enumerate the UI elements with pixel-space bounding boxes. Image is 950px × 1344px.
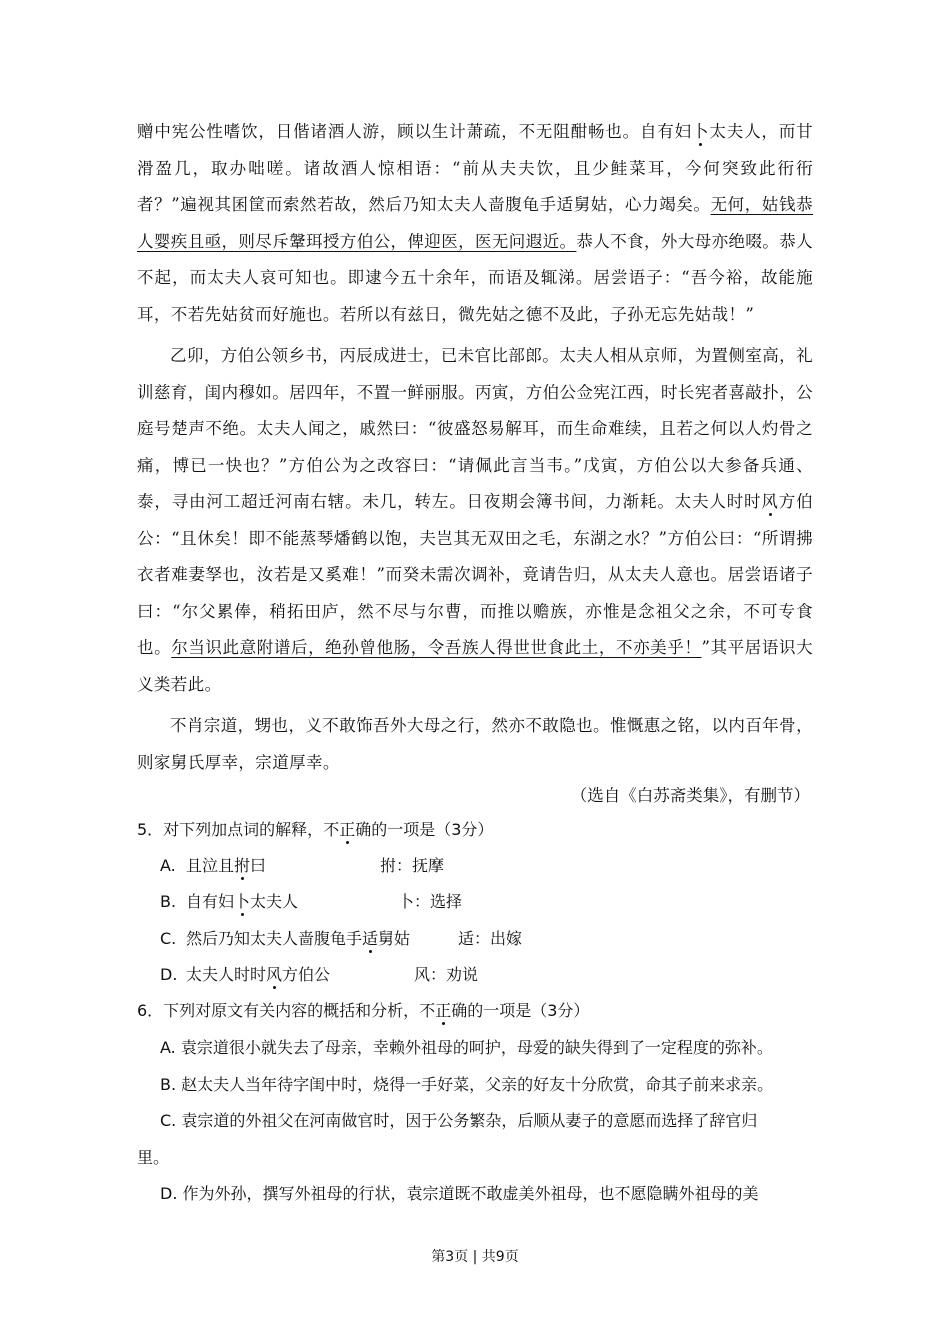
stem-text: 5．对下列加点词的解释，: [137, 820, 324, 839]
question-6-option-c-continuation: 里。: [137, 1148, 170, 1167]
dotted-word: 卜: [234, 892, 251, 911]
text-run: 太夫人，而甘滑盈几，取办咄嗟。诸故酒人惊相语：“前从夫夫饮，且少鲑菜耳，今何突致此衎衎者？”遍视其囷筐而索然若故，然后乃知太夫人啬腹龟手适舅姑，心力竭矣。: [137, 122, 813, 214]
text-run: 方伯公：“且休矣！即不能蒸琴燔鹤以饱，夫岂其无双田之毛，东湖之水？”方伯公曰：“所谓拂衣者难妻孥也，汝若是又奚难！”而癸未需次调补，竟请告归，从太夫人意也。居尝语诸子曰：“尔父累俸，稍拓田庐，然不尽与尔曹，而推以赡族，亦惟是念祖父之余，不可专食也。: [137, 492, 813, 657]
text-run: 赠中宪公性嗜饮，日偕诸酒人游，顾以生计萧疏，不无阻酣畅也。自有妇: [137, 122, 693, 141]
option-letter: B.: [160, 892, 177, 911]
option-text: 赵太夫人当年待字闺中时，烧得一手好菜，父亲的好友十分欣赏，命其子前来求亲。: [181, 1075, 774, 1094]
option-text: 袁宗道的外祖父在河南做官时，因于公务繁杂，后顺从妻子的意愿而选择了辞官归: [181, 1111, 758, 1130]
dotted-word: 拊: [234, 856, 251, 875]
source-citation: （选自《白苏斋类集》，有删节）: [570, 786, 810, 805]
option-letter: D.: [160, 965, 178, 984]
dotted-word: 风: [266, 965, 283, 984]
question-6-option-a[interactable]: [160, 1030, 813, 1066]
option-gloss: 风：劝说: [414, 965, 479, 984]
option-letter: A.: [160, 856, 176, 875]
text-run: 乙卯，方伯公领乡书，丙辰成进士，已未官比部郎。太夫人相从京师，为置侧室高，礼训慈育，闺内穆如。居四年，不置一鲜丽服。丙寅，方伯公佥宪江西，时长宪者喜敲扑，公庭号楚声不绝。太夫人闻之，戚然曰：“彼盛怒易解耳，而生命难续，且若之何以人灼骨之痛，博已一快也？”方伯公为之改容曰：“请佩此言当韦。”戊寅，方伯公以大参备兵通、泰，寻由河工超迁河南右辖。未几，转左。日夜期会簿书间，力渐耗。太夫人时时: [137, 346, 813, 511]
option-letter: C.: [160, 1111, 177, 1130]
question-5-option-a[interactable]: [160, 854, 445, 878]
dotted-word: 不正确: [419, 1001, 468, 1020]
underlined-sentence: 尔当识此意附谱后，绝孙曾他肠，令吾族人得世世食此土，不亦美乎！: [171, 638, 702, 657]
question-6-option-b[interactable]: [160, 1067, 813, 1103]
question-6-option-c[interactable]: [160, 1103, 813, 1139]
dotted-word: 风: [761, 492, 779, 511]
option-text: 方伯公: [282, 965, 331, 984]
passage-paragraph-2: [137, 338, 813, 703]
question-6-option-d[interactable]: [160, 1176, 813, 1212]
underlined-sentence: 无何，姑钱恭人婴疾且亟，则尽斥鞶珥授方伯公，俾迎医，医无问遐近。: [137, 195, 813, 251]
option-text: 然后乃知太夫人啬腹龟手: [186, 929, 363, 948]
option-letter: D.: [160, 1184, 178, 1203]
question-5-option-b[interactable]: [160, 890, 463, 914]
dotted-word: 卜: [692, 122, 710, 141]
option-text: 作为外孙，撰写外祖母的行状，袁宗道既不敢虚美外祖母，也不愿隐瞒外祖母的美: [182, 1184, 759, 1203]
question-5-option-c[interactable]: [160, 927, 523, 951]
option-text: 舅姑: [378, 929, 411, 948]
passage-paragraph-1: [137, 114, 813, 333]
option-gloss: 卜：选择: [398, 892, 463, 911]
option-letter: A.: [160, 1038, 176, 1057]
option-letter: B.: [160, 1075, 177, 1094]
stem-text: 的一项是（3分）: [371, 820, 494, 839]
option-text: 袁宗道很小就失去了母亲，幸赖外祖母的呵护，母爱的缺失得到了一定程度的弥补。: [180, 1038, 773, 1057]
stem-text: 的一项是（3分）: [467, 1001, 590, 1020]
stem-text: 6．下列对原文有关内容的概括和分析，: [137, 1001, 420, 1020]
text-run: ”其平居语识大义类若此。: [137, 638, 813, 694]
question-5-option-d[interactable]: [160, 963, 479, 987]
option-text: 且泣且: [186, 856, 235, 875]
passage-paragraph-3: 不肖宗道，甥也，义不敢饰吾外大母之行，然亦不敢隐也。惟慨惠之铭，以内百年骨，则家舅氏厚幸，宗道厚幸。: [137, 716, 813, 772]
option-letter: C.: [160, 929, 177, 948]
dotted-word: 不正确: [323, 820, 372, 839]
option-gloss: 拊：抚摩: [380, 856, 445, 875]
option-gloss: 适：出嫁: [458, 929, 523, 948]
option-text: 太夫人: [250, 892, 299, 911]
option-text: 曰: [250, 856, 267, 875]
question-6-stem: [137, 999, 813, 1023]
text-run: 恭人不食，外大母亦绝啜。恭人不起，而太夫人哀可知也。即逮今五十余年，而语及辄涕。居尝语子：“吾今裕，故能施耳，不若先姑贫而好施也。若所以有兹日，微先姑之德不及此，子孙无忘先姑哉！”: [137, 231, 814, 324]
option-text: 太夫人时时: [186, 965, 267, 984]
option-text: 自有妇: [186, 892, 235, 911]
dotted-word: 适: [362, 929, 379, 948]
question-5-stem: [137, 818, 813, 842]
page-footer: 第3页 | 共9页: [431, 1249, 519, 1265]
